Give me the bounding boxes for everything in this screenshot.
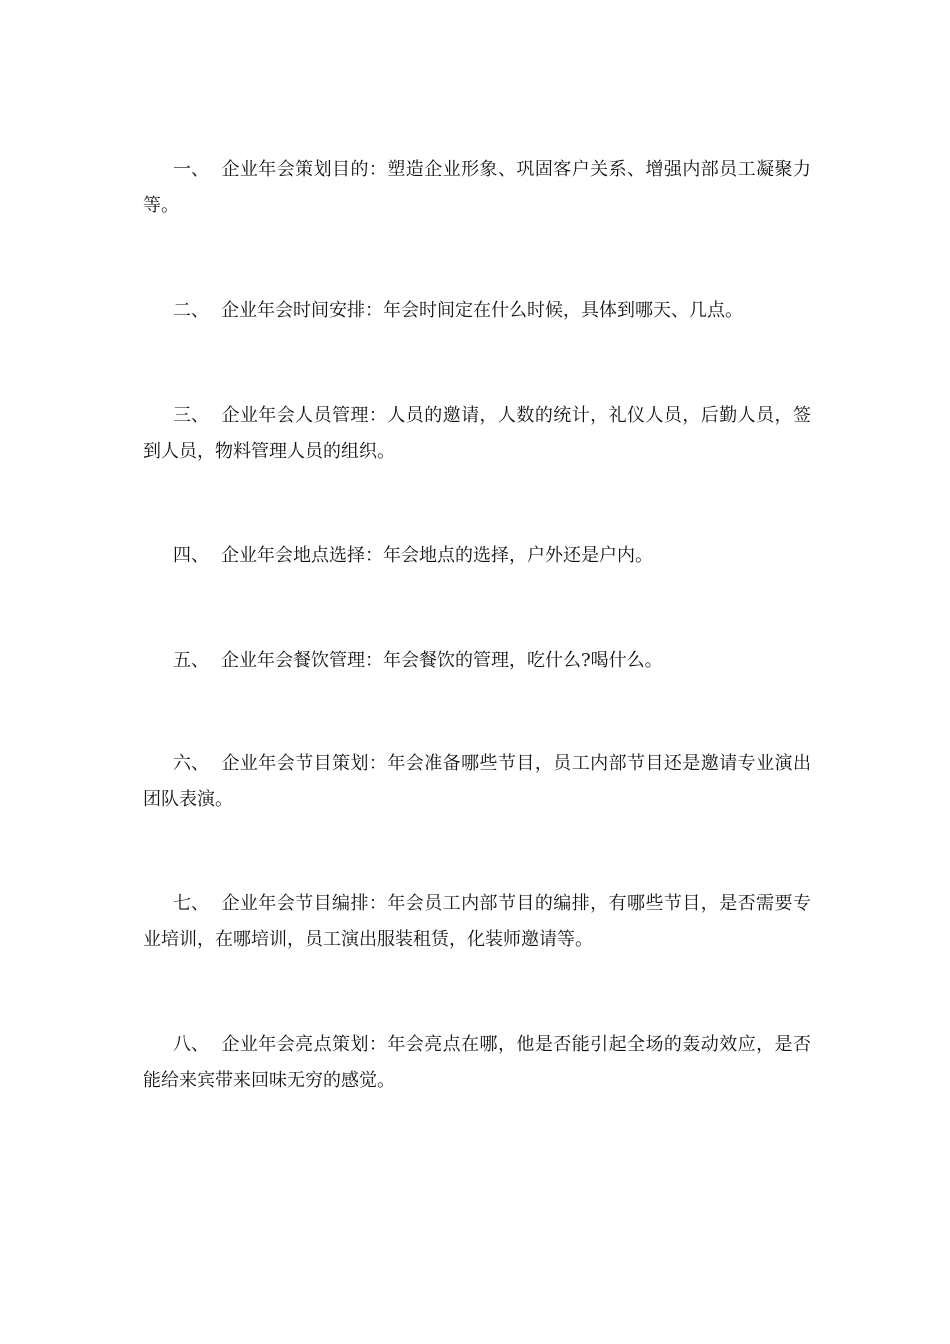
paragraph-number: 三、 [173, 405, 209, 426]
paragraph-2 [143, 293, 811, 329]
paragraph-number: 四、 [173, 545, 209, 566]
paragraph-text: 企业年会地点选择：年会地点的选择，户外还是户内。 [221, 545, 653, 566]
paragraph-1 [143, 152, 811, 224]
paragraph-text: 企业年会节目编排：年会员工内部节目的编排，有哪些节目，是否需要专业培训，在哪培训，员工演出服装租赁，化装师邀请等。 [143, 893, 811, 950]
paragraph-text: 企业年会时间安排：年会时间定在什么时候，具体到哪天、几点。 [221, 300, 743, 321]
paragraph-number: 八、 [173, 1034, 209, 1055]
paragraph-6 [143, 746, 811, 818]
paragraph-number: 七、 [173, 893, 209, 914]
paragraph-5 [143, 643, 811, 679]
paragraph-4 [143, 538, 811, 574]
paragraph-3 [143, 398, 811, 470]
paragraph-text: 企业年会亮点策划：年会亮点在哪，他是否能引起全场的轰动效应，是否能给来宾带来回味无穷的感觉。 [143, 1034, 811, 1091]
paragraph-number: 二、 [173, 300, 209, 321]
paragraph-text: 企业年会策划目的：塑造企业形象、巩固客户关系、增强内部员工凝聚力等。 [143, 159, 811, 216]
paragraph-text: 企业年会节目策划：年会准备哪些节目，员工内部节目还是邀请专业演出团队表演。 [143, 753, 811, 810]
paragraph-text: 企业年会餐饮管理：年会餐饮的管理，吃什么?喝什么。 [221, 650, 663, 671]
paragraph-number: 五、 [173, 650, 209, 671]
paragraph-8 [143, 1027, 811, 1099]
paragraph-number: 六、 [173, 753, 209, 774]
paragraph-7 [143, 886, 811, 958]
paragraph-number: 一、 [173, 159, 209, 180]
paragraph-text: 企业年会人员管理：人员的邀请，人数的统计，礼仪人员，后勤人员，签到人员，物料管理人员的组织。 [143, 405, 811, 462]
